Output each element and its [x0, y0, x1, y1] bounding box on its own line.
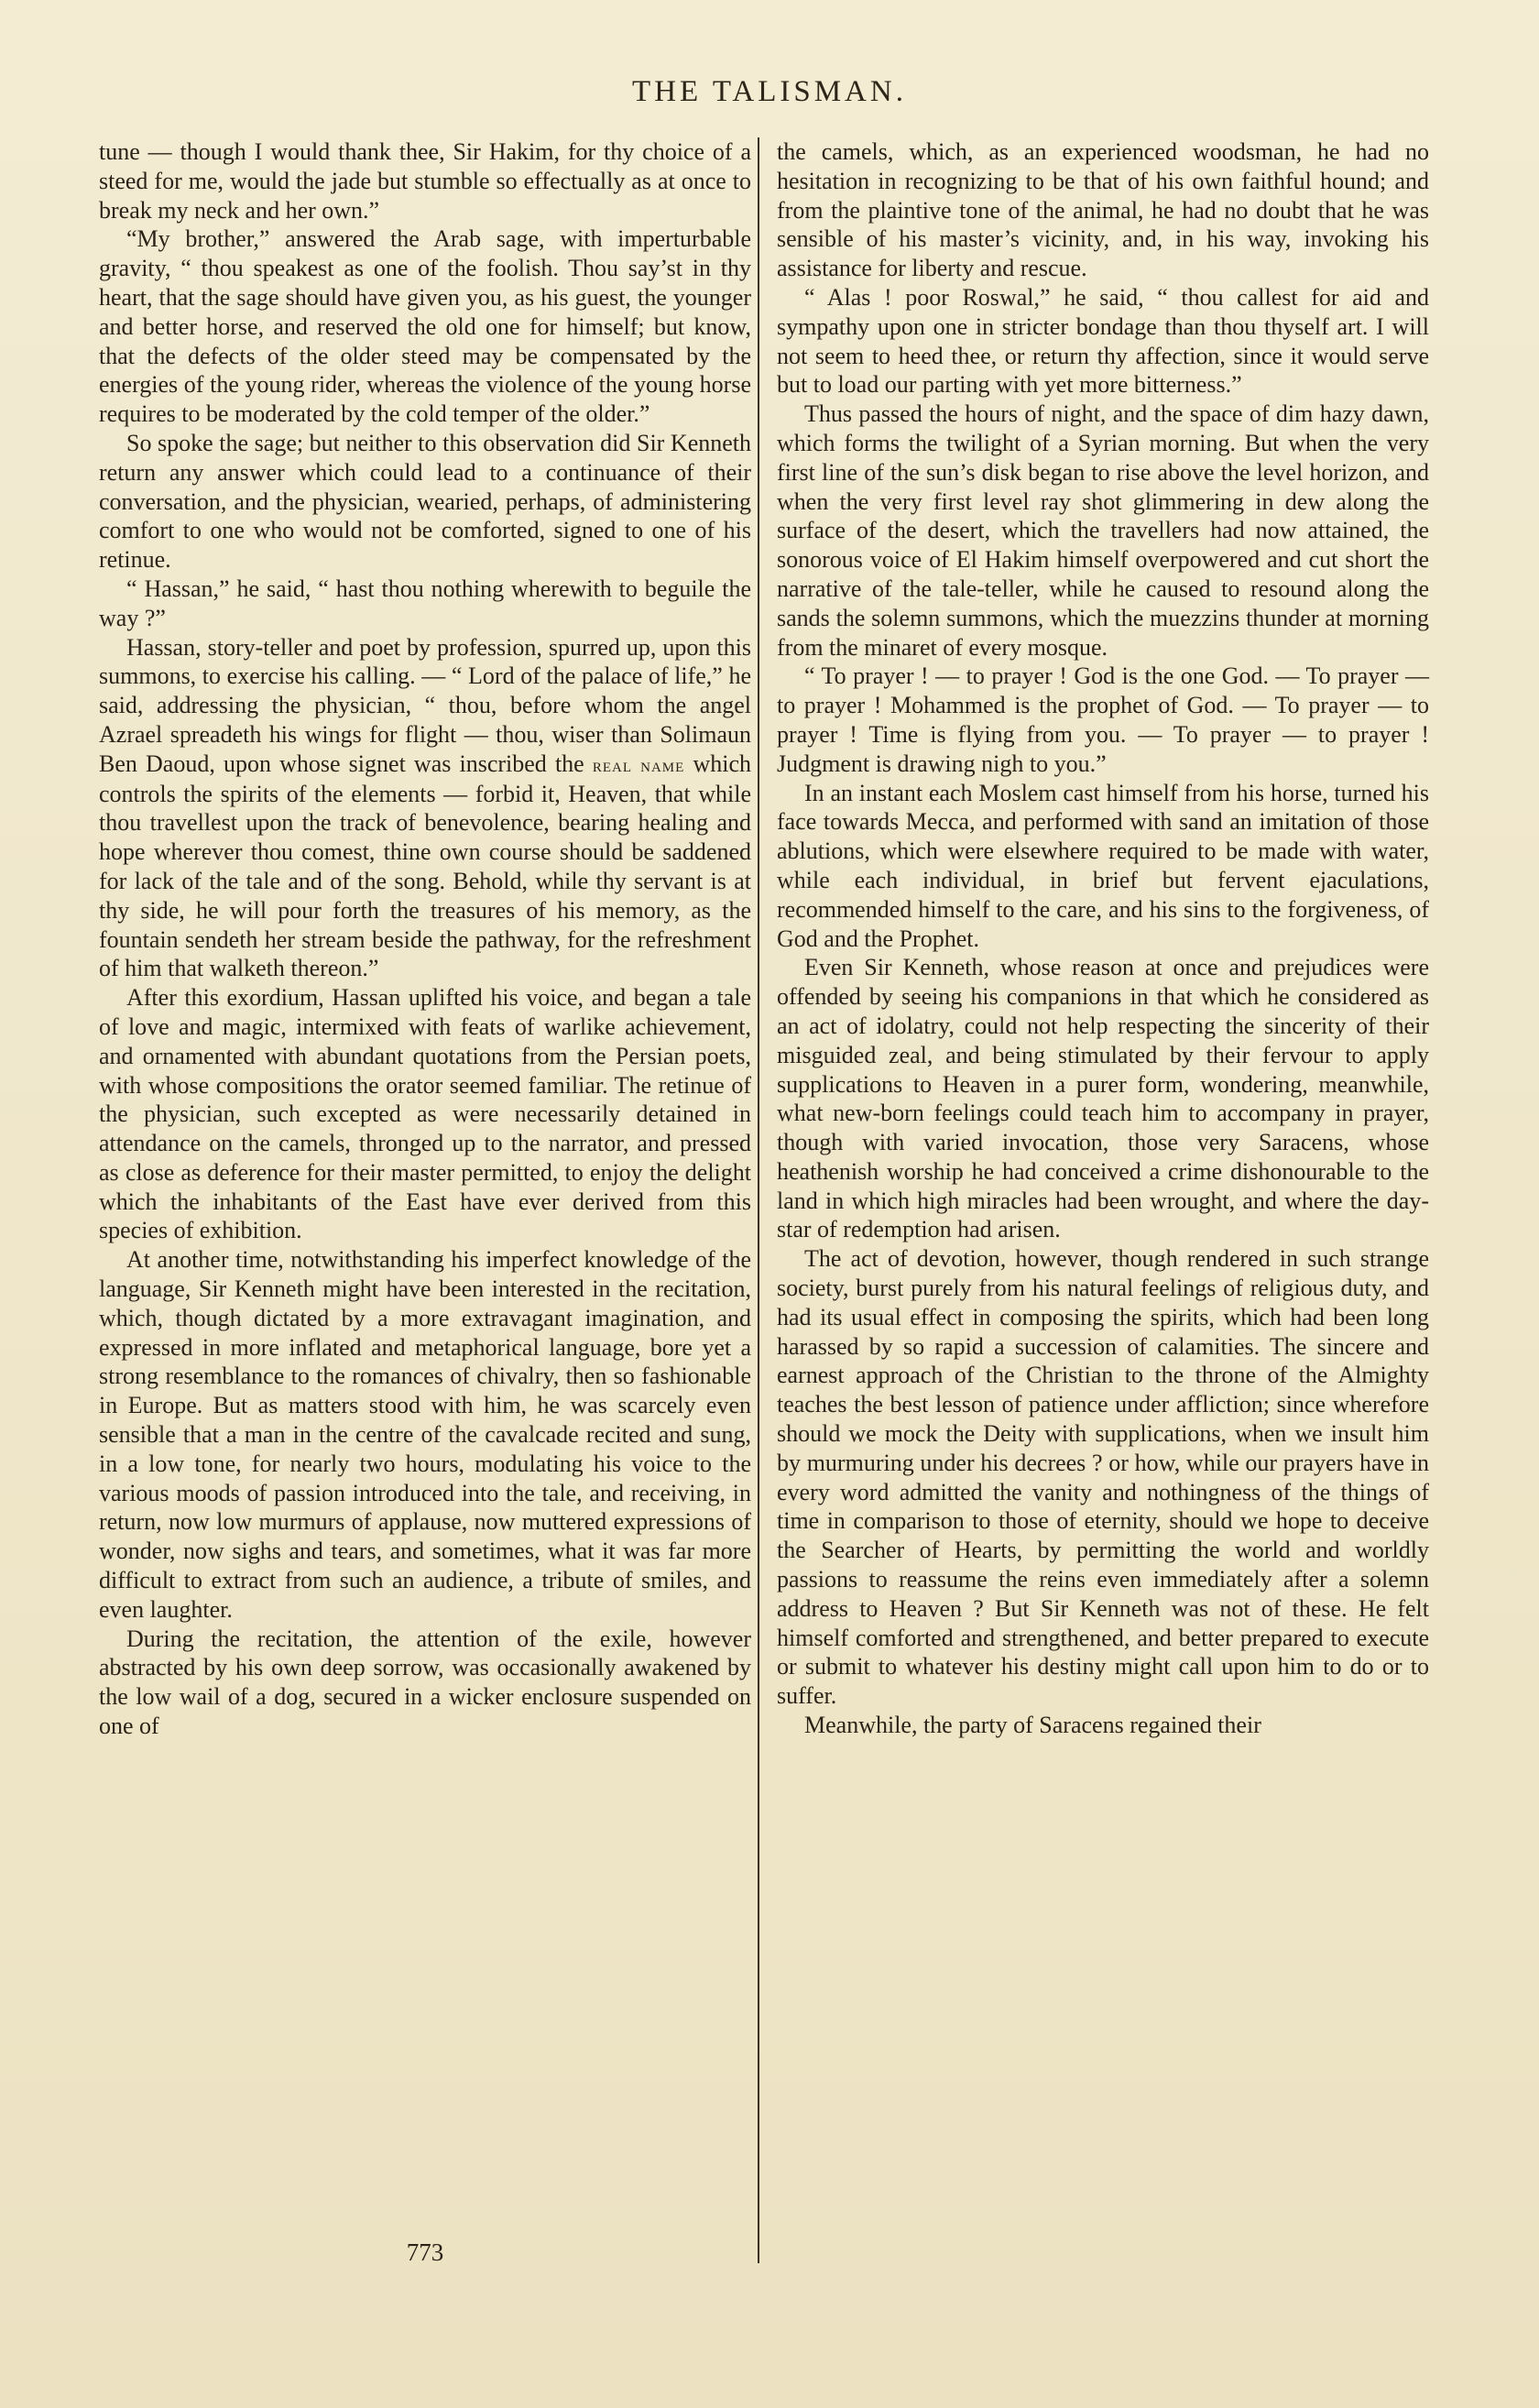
paragraph-text: Hassan, story-teller and poet by profession, spurred up, upon this summons, to exercise his calling. — “ Lord of the palace of life,” he said, addressing the physician, “ thou, before whom the angel Azrael spreadeth his wings for flight — thou, wiser than Solimaun Ben Daoud, upon whose signet was inscribed the	[99, 633, 751, 777]
paragraph: So spoke the sage; but neither to this observation did Sir Kenneth return any answer which could lead to a continuance of their conversation, and the physician, wearied, perhaps, of administering comfort to one who would not be comforted, signed to one of his retinue.	[99, 429, 751, 574]
paragraph: The act of devotion, however, though rendered in such strange society, burst purely from his natural feelings of religious duty, and had its usual effect in composing the spirits, which had been long harassed by so rapid a succession of calamities. The sincere and earnest approach of the Christian to the throne of the Almighty teaches the best lesson of patience under affliction; since wherefore should we mock the Deity with supplications, when we insult him by murmuring under his decrees ? or how, while our prayers have in every word admitted the vanity and nothingness of the things of time in comparison to those of eternity, should we hope to deceive the Searcher of Hearts, by permitting the world and worldly passions to reassume the reins even immediately after a solemn address to Heaven ? But Sir Kenneth was not of these. He felt himself comforted and strengthened, and better prepared to execute or submit to whatever his destiny might call upon him to do or to suffer.	[777, 1245, 1429, 1710]
paragraph-text: which controls the spirits of the elements — forbid it, Heaven, that while thou travellest upon the track of benevolence, bearing healing and hope wherever thou comest, thine own course should be saddened for lack of the tale and of the song. Behold, while thy servant is at thy side, he will pour forth the treasures of his memory, as the fountain sendeth her stream beside the pathway, for the refreshment of him that walketh thereon.”	[99, 750, 751, 982]
right-column	[777, 137, 1429, 1740]
paragraph: In an instant each Moslem cast himself from his horse, turned his face towards Mecca, and performed with sand an imitation of those ablutions, which were elsewhere required to be made with water, while each individual, in brief but fervent ejaculations, recommended himself to the care, and his sins to the forgiveness, of God and the Prophet.	[777, 779, 1429, 952]
running-header: THE TALISMAN.	[632, 75, 907, 108]
paragraph: “ Hassan,” he said, “ hast thou nothing wherewith to beguile the way ?”	[99, 575, 751, 631]
paragraph: “My brother,” answered the Arab sage, with imperturbable gravity, “ thou speakest as one of the foolish. Thou say’st in thy heart, that the sage should have given you, as his guest, the younger and better horse, and reserved the old one for himself; but know, that the defects of the older steed may be compensated by the energies of the young rider, whereas the violence of the young horse requires to be moderated by the cold temper of the older.”	[99, 225, 751, 428]
page-number: 773	[406, 2238, 444, 2266]
small-caps-text: real name	[592, 752, 685, 776]
paragraph: During the recitation, the attention of the exile, however abstracted by his own deep sorrow, was occasionally awakened by the low wail of a dog, secured in a wicker enclosure suspended on one of	[99, 1625, 751, 1740]
paragraph: Thus passed the hours of night, and the space of dim hazy dawn, which forms the twilight of a Syrian morning. But when the very first line of the sun’s disk began to rise above the level horizon, and when the very first level ray shot glimmering in dew along the surface of the desert, which the travellers had now attained, the sonorous voice of El Hakim himself overpowered and cut short the narrative of the tale-teller, while he caused to resound along the sands the solemn summons, which the muezzins thunder at morning from the minaret of every mosque.	[777, 400, 1429, 661]
left-column	[99, 137, 751, 1741]
paragraph: Even Sir Kenneth, whose reason at once and prejudices were offended by seeing his companions in that which he considered as an act of idolatry, could not help respecting the sincerity of their misguided zeal, and being stimulated by their fervour to apply supplications to Heaven in a purer form, wondering, meanwhile, what new-born feelings could teach him to accompany in prayer, though with varied invocation, those very Saracens, whose heathenish worship he had conceived a crime dishonourable to the land in which high miracles had been wrought, and where the day-star of redemption had arisen.	[777, 954, 1429, 1243]
column-divider	[758, 137, 759, 2263]
paragraph: “ Alas ! poor Roswal,” he said, “ thou callest for aid and sympathy upon one in stricter bondage than thou thyself art. I will not seem to heed thee, or return thy affection, since it would serve but to load our parting with yet more bitterness.”	[777, 283, 1429, 399]
paragraph: At another time, notwithstanding his imperfect knowledge of the language, Sir Kenneth might have been interested in the recitation, which, though dictated by a more extravagant imagination, and expressed in more inflated and metaphorical language, bore yet a strong resemblance to the romances of chivalry, then so fashionable in Europe. But as matters stood with him, he was scarcely even sensible that a man in the centre of the cavalcade recited and sung, in a low tone, for nearly two hours, modulating his voice to the various moods of passion introduced into the tale, and receiving, in return, now low murmurs of applause, now muttered expressions of wonder, now sighs and tears, and sometimes, what it was far more difficult to extract from such an audience, a tribute of smiles, and even laughter.	[99, 1246, 751, 1623]
paragraph	[99, 633, 751, 984]
paragraph: tune — though I would thank thee, Sir Hakim, for thy choice of a steed for me, would the jade but stumble so effectually as at once to break my neck and her own.”	[99, 138, 751, 224]
paragraph: “ To prayer ! — to prayer ! God is the one God. — To prayer — to prayer ! Mohammed is the prophet of God. — To prayer — to prayer ! Time is flying from you. — To prayer — to prayer ! Judgment is drawing nigh to you.”	[777, 662, 1429, 777]
paragraph: After this exordium, Hassan uplifted his voice, and began a tale of love and magic, intermixed with feats of warlike achievement, and ornamented with abundant quotations from the Persian poets, with whose compositions the orator seemed familiar. The retinue of the physician, such excepted as were necessarily detained in attendance on the camels, thronged up to the narrator, and pressed as close as deference for their master permitted, to enjoy the delight which the inhabitants of the East have ever derived from this species of exhibition.	[99, 984, 751, 1244]
paragraph: Meanwhile, the party of Saracens regained their	[804, 1712, 1261, 1739]
paragraph: the camels, which, as an experienced woodsman, he had no hesitation in recognizing to be that of his own faithful hound; and from the plaintive tone of the animal, he had no doubt that he was sensible of his master’s vicinity, and, in his way, invoking his assistance for liberty and rescue.	[777, 138, 1429, 282]
